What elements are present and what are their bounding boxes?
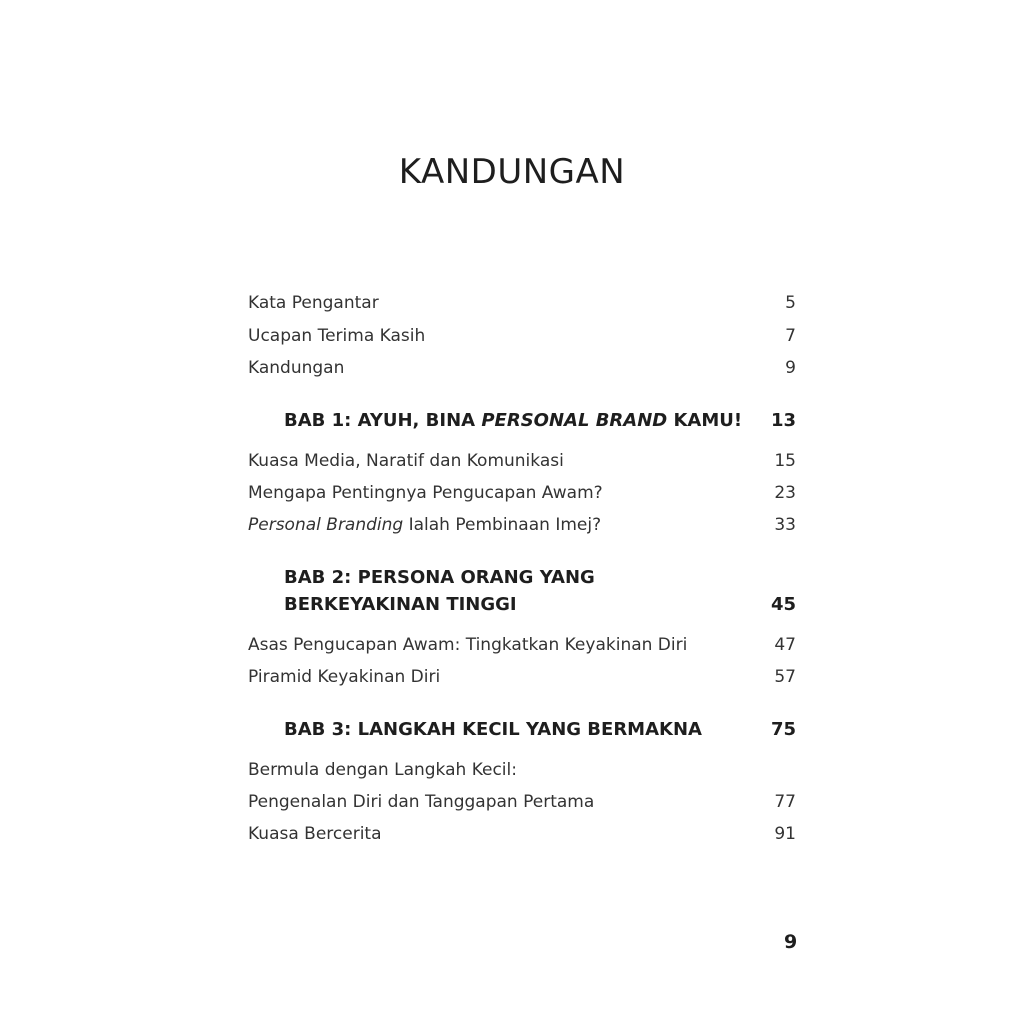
page-number: 9 — [784, 931, 798, 953]
toc-entry-page: 23 — [774, 483, 796, 503]
toc-chapter-label-line2: BERKEYAKINAN TINGGI — [284, 594, 517, 615]
toc-entry-page: 57 — [774, 667, 796, 687]
toc-entry-label-line2: Pengenalan Diri dan Tanggapan Pertama — [248, 792, 595, 812]
toc-entry-page: 15 — [774, 451, 796, 471]
toc-entry-page: 91 — [774, 824, 796, 844]
toc-chapter-label-line1: BAB 2: PERSONA ORANG YANG — [284, 567, 595, 588]
toc-entry-label: Personal Branding Ialah Pembinaan Imej? — [248, 515, 602, 535]
toc-entry-label: Mengapa Pentingnya Pengucapan Awam? — [248, 483, 603, 503]
toc-chapter-page: 75 — [770, 719, 796, 740]
toc-chapter-page: 45 — [770, 594, 796, 615]
toc-chapter-page: 13 — [770, 410, 796, 431]
toc-chapter-label: BAB 3: LANGKAH KECIL YANG BERMAKNA — [284, 719, 702, 740]
toc-entry-page: 47 — [774, 635, 796, 655]
toc-entry-label: Kuasa Media, Naratif dan Komunikasi — [248, 451, 564, 471]
page-title: KANDUNGAN — [398, 152, 626, 192]
toc-chapter-label: BAB 1: AYUH, BINA PERSONAL BRAND KAMU! — [284, 410, 743, 431]
toc-entry-label: Kuasa Bercerita — [248, 824, 382, 844]
toc-entry-page: 5 — [785, 293, 796, 313]
toc-entry-page: 7 — [785, 326, 796, 346]
toc-entry-label: Kata Pengantar — [248, 293, 379, 313]
toc-entry-label: Asas Pengucapan Awam: Tingkatkan Keyakinan Diri — [248, 635, 688, 655]
toc-entry-page: 9 — [785, 358, 796, 378]
toc-entry-page: 77 — [774, 792, 796, 812]
table-of-contents — [248, 0, 796, 1024]
toc-entry-label: Kandungan — [248, 358, 345, 378]
toc-entry-page: 33 — [774, 515, 796, 535]
toc-entry-label: Piramid Keyakinan Diri — [248, 667, 441, 687]
toc-entry-label: Ucapan Terima Kasih — [248, 326, 426, 346]
toc-entry-label-line1: Bermula dengan Langkah Kecil: — [248, 760, 517, 780]
